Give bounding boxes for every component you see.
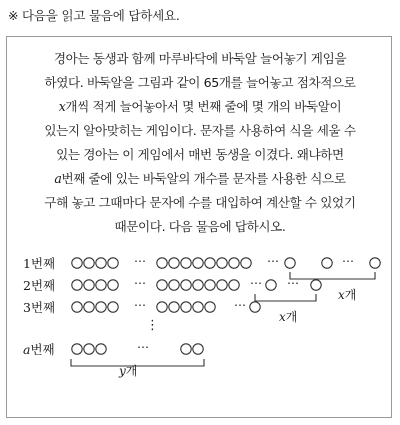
row-label-3: 3번째 — [23, 300, 56, 315]
go-stone — [217, 280, 227, 290]
ellipsis-row3-a: ⋯ — [134, 298, 146, 312]
go-stone — [84, 258, 94, 268]
problem-box — [6, 36, 392, 418]
go-stone — [193, 344, 203, 354]
go-stone — [322, 258, 332, 268]
go-stone — [229, 280, 239, 290]
ellipsis-row1-b: ⋯ — [267, 254, 279, 268]
ellipsis-row1-a: ⋯ — [134, 254, 146, 268]
ellipsis-row2-c: ⋯ — [287, 276, 299, 290]
go-stone — [72, 280, 82, 290]
go-stone — [84, 302, 94, 312]
go-stone — [193, 280, 203, 290]
go-stone — [108, 280, 118, 290]
go-stone — [250, 302, 260, 312]
go-stone — [96, 258, 106, 268]
instruction-text: ※ 다음을 읽고 물음에 답하세요. — [8, 8, 180, 23]
ellipsis-row-a: ⋯ — [137, 340, 149, 354]
variable-a: a — [54, 171, 62, 186]
ellipsis-row3-b: ⋯ — [234, 298, 246, 312]
go-stone — [72, 258, 82, 268]
go-stone — [181, 302, 191, 312]
go-stone — [157, 258, 167, 268]
go-stone — [217, 258, 227, 268]
ellipsis-row2-b: ⋯ — [250, 276, 262, 290]
brace-label-x-row2: x개 — [279, 310, 298, 324]
go-stone — [370, 258, 380, 268]
ellipsis-row1-c: ⋯ — [342, 254, 354, 268]
go-stone — [84, 344, 94, 354]
go-stone — [157, 302, 167, 312]
go-stone — [311, 280, 321, 290]
variable-x: x — [58, 99, 66, 114]
go-stone — [241, 258, 251, 268]
passage-line-8: 때문이다. 다음 물음에 답하시오. — [114, 219, 286, 234]
go-stone — [96, 280, 106, 290]
brace-row-a-y — [71, 359, 204, 366]
go-stone — [108, 302, 118, 312]
go-stone — [96, 344, 106, 354]
go-stone — [169, 302, 179, 312]
go-stone — [181, 344, 191, 354]
go-stone — [229, 258, 239, 268]
brace-label-y: y개 — [119, 364, 138, 378]
go-stone — [72, 302, 82, 312]
go-stone — [285, 258, 295, 268]
go-stone — [84, 280, 94, 290]
row-label-1: 1번째 — [23, 256, 56, 271]
go-stone — [193, 258, 203, 268]
passage-line-4: 있는지 알아맞히는 게임이다. 문자를 사용하여 식을 세울 수 — [44, 123, 356, 138]
go-stone — [169, 258, 179, 268]
stones-and-braces — [7, 37, 393, 419]
go-stone-diagram — [7, 37, 393, 419]
brace-label-x-row1: x개 — [338, 288, 357, 302]
go-stone — [205, 302, 215, 312]
ellipsis-row2-a: ⋯ — [134, 276, 146, 290]
passage-line-7: 구해 놓고 그때마다 문자에 수를 대입하여 계산할 수 있었기 — [44, 195, 356, 210]
passage-line-1: 경아는 동생과 함께 마루바닥에 바둑알 늘어놓기 게임을 — [53, 51, 347, 66]
go-stone — [181, 258, 191, 268]
row-label-2: 2번째 — [23, 278, 56, 293]
go-stone — [266, 280, 276, 290]
go-stone — [205, 280, 215, 290]
brace-row2-x — [255, 294, 316, 301]
passage-line-2: 하였다. 바둑알을 그림과 같이 65개를 늘어놓고 점차적으로 — [44, 75, 356, 90]
go-stone — [72, 344, 82, 354]
row-label-a: a번째 — [23, 342, 55, 357]
go-stone — [205, 258, 215, 268]
go-stone — [181, 280, 191, 290]
passage-line-3-rest: 개씩 적게 늘어놓아서 몇 번째 줄에 몇 개의 바둑알이 — [65, 99, 342, 114]
passage-line-5: 있는 경아는 이 게임에서 매번 동생을 이겼다. 왜냐하면 — [56, 147, 344, 162]
go-stone — [157, 280, 167, 290]
go-stone — [169, 280, 179, 290]
go-stone — [108, 258, 118, 268]
vertical-ellipsis: ⋮ — [146, 318, 159, 333]
go-stone — [96, 302, 106, 312]
passage-line-6-rest: 번째 줄에 있는 바둑알의 개수를 문자를 사용한 식으로 — [61, 171, 346, 186]
go-stone — [193, 302, 203, 312]
brace-row1-x — [290, 272, 375, 279]
